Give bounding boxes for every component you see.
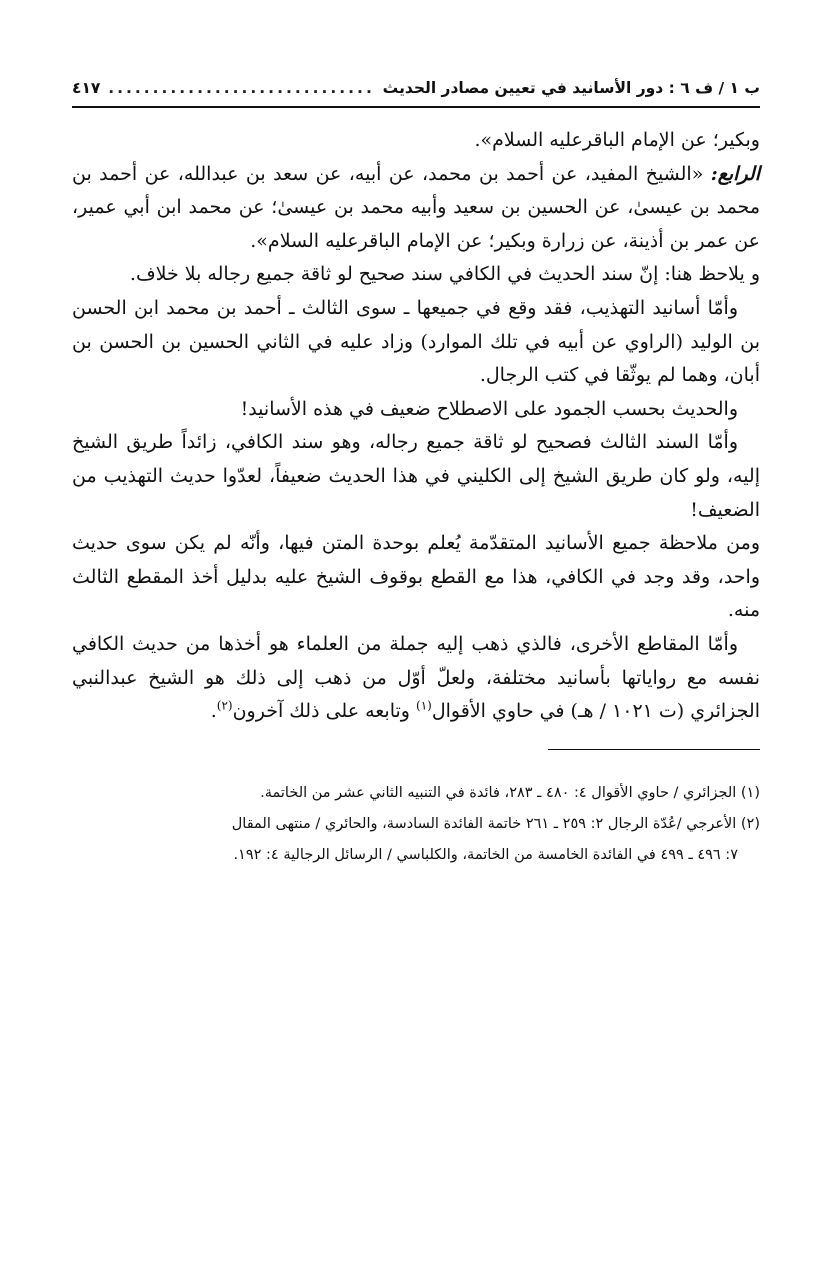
paragraph-text: وأمّا السند الثالث فصحيح لو ثاقة جميع رجاله، وهو سند الكافي، زائداً طريق الشيخ إليه، ولو كان طريق الشيخ إلى الكليني في هذا الحديث ضعيفاً، لعدّوا حديث التهذيب من الضعيف! [72, 431, 760, 521]
paragraph-text: «الشيخ المفيد، عن أحمد بن محمد، عن أبيه، عن سعد بن عبدالله، عن أحمد بن محمد بن عيسىٰ، عن الحسين بن سعيد وأبيه محمد بن عيسىٰ؛ عن محمد ابن أبي عمير، عن عمر بن أذينة، عن زرارة وبكير؛ عن الإمام الباقرعليه السلام». [72, 162, 760, 252]
footnote-separator [548, 749, 760, 750]
paragraph [72, 258, 760, 292]
footnote-marker: (٢) [216, 698, 233, 713]
page-number: ٤١٧ [72, 79, 101, 97]
paragraph [72, 292, 760, 393]
paragraph-lead: الرابع: [710, 162, 760, 185]
paragraph [72, 628, 760, 729]
paragraph [72, 527, 760, 628]
paragraph-text: وأمّا أسانيد التهذيب، فقد وقع في جميعها ـ سوى الثالث ـ أحمد بن محمد ابن الحسن بن الوليد (الراوي عن أبيه في تلك الموارد) وزاد عليه في الثاني الحسين بن الحسن بن أبان، وهما لم يوثّقا في كتب الرجال. [72, 296, 760, 387]
running-header [72, 78, 760, 108]
main-text [72, 124, 760, 729]
footnote: (١) الجزائري / حاوي الأقوال ٤: ٤٨٠ ـ ٢٨٣، فائدة في التنبيه الثاني عشر من الخاتمة. [260, 784, 760, 801]
footnote: (٢) الأعرجي /عُدّة الرجال ٢: ٢٥٩ ـ ٢٦١ خاتمة الفائدة السادسة، والحائري / منتهى المقال [231, 815, 760, 832]
paragraph-text: وبكير؛ عن الإمام الباقرعليه السلام». [474, 129, 760, 151]
chapter-title: ب ١ / ف ٦ : دور الأسانيد في تعيين مصادر الحديث [382, 79, 760, 97]
paragraph [72, 158, 760, 259]
footnote-continuation: ٧: ٤٩٦ ـ ٤٩٩ في الفائدة الخامسة من الخاتمة، والكلباسي / الرسائل الرجالية ٤: ١٩٢. [233, 846, 738, 863]
paragraph [72, 393, 760, 427]
paragraph-text: وتابعه على ذلك آخرون [232, 700, 417, 723]
paragraph-text: . [210, 700, 217, 723]
footnotes [72, 778, 760, 871]
book-page [72, 78, 760, 871]
paragraph [72, 124, 760, 158]
paragraph [72, 426, 760, 527]
footnote-marker: (١) [416, 698, 432, 713]
dot-leader: .............................. [108, 79, 375, 97]
paragraph-text: وأمّا المقاطع الأخرى، فالذي ذهب إليه جملة من العلماء هو أخذها من حديث الكافي نفسه مع رواياتها بأسانيد مختلفة، ولعلّ أوّل من ذهب إلى ذلك هو الشيخ عبدالنبي الجزائري (ت ١٠٢١ / هـ) في حاوي الأقوال [72, 632, 760, 723]
paragraph-text: و يلاحظ هنا: إنّ سند الحديث في الكافي سند صحيح لو ثاقة جميع رجاله بلا خلاف. [129, 263, 760, 286]
paragraph-text: ومن ملاحظة جميع الأسانيد المتقدّمة يُعلم بوحدة المتن فيها، وأنّه لم يكن سوى حديث واحد، وقد وجد في الكافي، هذا مع القطع بوقوف الشيخ عليه بدليل أخذ المقطع الثالث منه. [72, 532, 760, 622]
paragraph-text: والحديث بحسب الجمود على الاصطلاح ضعيف في هذه الأسانيد! [240, 397, 738, 420]
